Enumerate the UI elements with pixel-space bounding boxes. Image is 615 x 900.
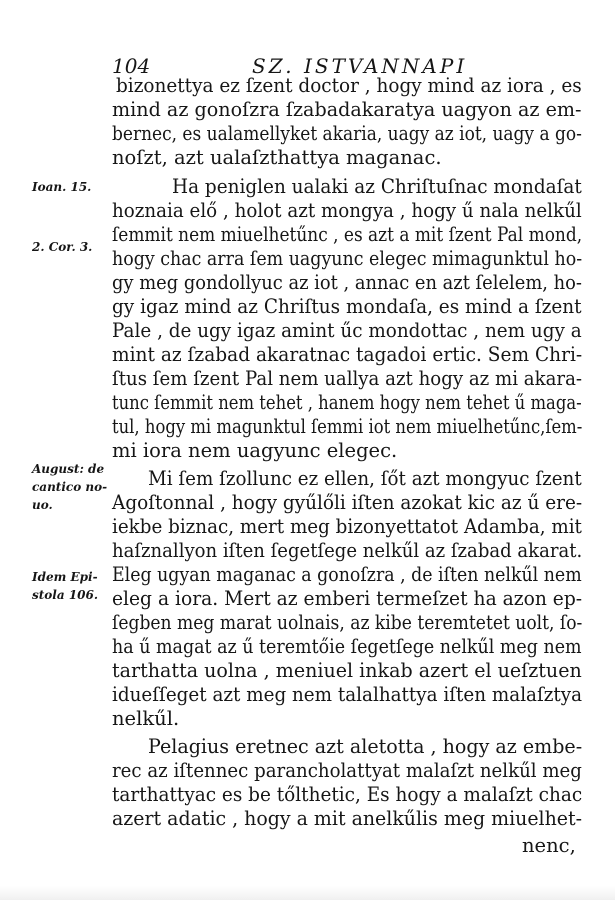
margin-note: stola 106.: [32, 588, 99, 602]
text-line: ſemmit nem miuelhetűnc , es azt a mit ſzent Pal mond,: [112, 223, 583, 246]
margin-note: Idem Epi-: [32, 570, 98, 584]
text-line: Mi ſem ſzollunc ez ellen, ſőt azt mongyuc ſzent: [148, 467, 582, 490]
margin-note: cantico no-: [32, 480, 108, 494]
text-line: iekbe biznac, mert meg bizonyettatot Adamba, mit: [112, 515, 582, 538]
text-line: idueſſeget azt meg nem talalhattya iſten malaſztya: [112, 683, 583, 706]
text-line: tunc ſemmit nem tehet , hanem hogy nem tehet ű maga-: [112, 391, 582, 414]
text-line: Eleg ugyan maganac a gonoſzra , de iſten nelkűl nem: [112, 563, 582, 586]
margin-note: Ioan. 15.: [32, 180, 92, 194]
text-line: rec az iſtennec parancholattyat malaſzt nelkűl meg: [112, 759, 582, 782]
text-line: mi iora nem uagyunc elegec.: [112, 439, 398, 462]
running-head: SZ. ISTVANNAPI: [252, 54, 468, 78]
text-line: gy igaz mind az Chriſtus mondaſa, es mind a ſzent: [112, 295, 582, 318]
text-line: noſzt, azt ualaſzthattya maganac.: [112, 146, 442, 169]
text-line: tul, hogy mi magunktul ſemmi iot nem miuelhetűnc,ſem-: [112, 415, 583, 438]
text-line: bernec, es ualamellyket akaria, uagy az iot, uagy a go-: [112, 122, 582, 145]
text-line: azert adatic , hogy a mit anelkűlis meg miuelhet-: [112, 807, 583, 830]
text-line: nelkűl.: [112, 707, 180, 730]
text-line: Agoſtonnal , hogy gyűlőli iſten azokat kic az ű ere-: [112, 491, 583, 514]
text-line: Pelagius eretnec azt aletotta , hogy az embe-: [148, 735, 583, 758]
text-line: bizonettya ez ſzent doctor , hogy mind az iora , es: [116, 74, 582, 97]
text-line: haſznallyon iſten ſegetſege nelkűl az ſzabad akarat.: [112, 539, 583, 562]
text-line: hogy chac arra ſem uagyunc elegec mimagunktul ho-: [112, 247, 583, 270]
text-line: gy meg gondollyuc az iot , annac en azt ſelelem, ho-: [112, 271, 582, 294]
text-line: nenc,: [522, 834, 576, 857]
margin-note: uo.: [32, 498, 53, 512]
text-line: ha ű magat az ű teremtőie ſegetſege nelkűl meg nem: [112, 635, 582, 658]
margin-note: August: de: [32, 462, 105, 476]
text-line: hoznaia elő , holot azt mongya , hogy ű nala nelkűl: [112, 199, 582, 222]
page-bottom-shade: [0, 886, 615, 900]
text-line: mind az gonoſzra ſzabadakaratya uagyon az em-: [112, 98, 582, 121]
page-number: 104: [112, 54, 151, 78]
text-line: mint az ſzabad akaratnac tagadoi ertic. Sem Chri-: [112, 343, 583, 366]
text-line: Pale , de ugy igaz amint űc mondottac , nem ugy a: [112, 319, 582, 342]
text-line: Ha peniglen ualaki az Chriſtuſnac mondaſat: [172, 175, 582, 198]
text-line: eleg a iora. Mert az emberi termeſzet ha azon ep-: [112, 587, 583, 610]
text-line: tarthatta uolna , meniuel inkab azert el ueſztuen: [112, 659, 582, 682]
text-line: tarthattyac es be tőlthetic, Es hogy a malaſzt chac: [112, 783, 583, 806]
text-line: ſegben meg marat uolnais, az kibe teremtetet uolt, ſo-: [112, 611, 583, 634]
margin-note: 2. Cor. 3.: [32, 240, 93, 254]
text-line: ſtus ſem ſzent Pal nem uallya azt hogy az mi akara-: [112, 367, 583, 390]
